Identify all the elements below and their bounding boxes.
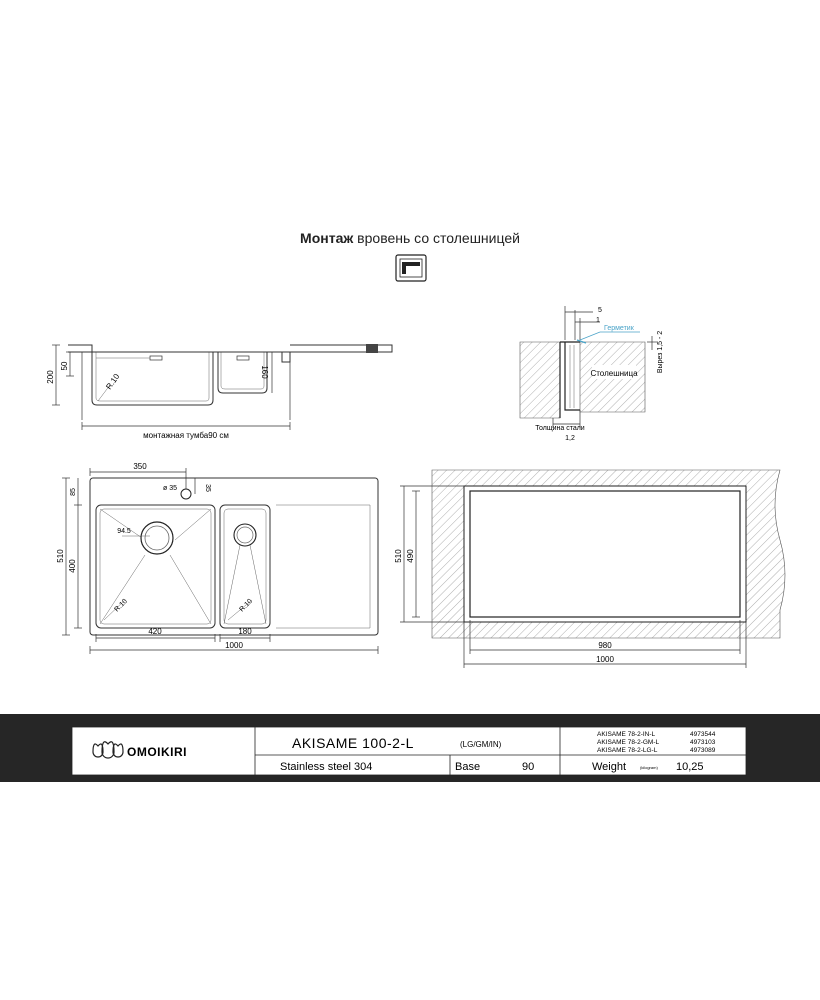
mount-detail — [520, 306, 664, 442]
drainboard-profile — [267, 352, 290, 362]
dim-side-50: 50 — [60, 361, 69, 371]
edge-marker — [366, 344, 378, 353]
weight-value: 10,25 — [676, 761, 704, 773]
dim-top-400: 400 — [68, 559, 77, 573]
footer-panel — [0, 714, 820, 782]
weight-unit: (kilogram) — [640, 765, 658, 770]
countertop-section-left — [520, 342, 560, 418]
small-bowl-profile — [218, 352, 267, 393]
dim-top-1000: 1000 — [225, 641, 243, 650]
sealant-label: Герметик — [604, 325, 634, 332]
cutout-opening — [464, 486, 746, 622]
material: Stainless steel 304 — [280, 761, 373, 773]
cabinet-label-value: 90 — [208, 431, 218, 440]
dim-cutout-490: 490 — [406, 549, 415, 563]
tap-hole-dim: ø 35 — [162, 485, 178, 492]
dim-side-200: 200 — [46, 370, 55, 384]
dim-top-420: 420 — [148, 627, 162, 636]
dim-detail-5: 5 — [598, 307, 602, 314]
weight-label: Weight — [592, 761, 627, 773]
dim-detail-1: 1 — [596, 317, 600, 324]
big-drain — [141, 522, 173, 554]
article-code: 4973089 — [690, 747, 716, 754]
sink-outline — [90, 478, 378, 635]
article-name: AKISAME 78-2-GM-L — [597, 739, 660, 746]
dim-cutout-510: 510 — [394, 549, 403, 563]
dim-top-35: 35 — [204, 484, 211, 492]
tap-hole — [181, 489, 191, 499]
model-variants: (LG/GM/IN) — [460, 740, 502, 749]
dim-side-160: 160 — [260, 365, 269, 379]
title-bold: Монтаж — [300, 230, 354, 246]
overflow-slot-big — [150, 356, 162, 360]
cabinet-label-text: монтажная тумба — [143, 431, 209, 440]
dim-cutout-1000: 1000 — [596, 655, 614, 664]
cabinet-label — [143, 431, 229, 440]
countertop-left — [68, 345, 92, 352]
brand-name: OMOIKIRI — [127, 745, 187, 759]
dim-top-350: 350 — [133, 462, 147, 471]
side-view — [46, 344, 392, 440]
drain-diameter: 94.5 — [117, 528, 131, 535]
steel-thickness-value: 1,2 — [565, 435, 575, 442]
side-radius-label: R.10 — [104, 372, 122, 392]
top-view — [56, 462, 378, 654]
dim-top-510: 510 — [56, 549, 65, 563]
article-code: 4973544 — [690, 731, 716, 738]
big-bowl-radius: R.10 — [113, 598, 129, 614]
model-name: AKISAME 100-2-L — [292, 735, 414, 751]
cutout-view — [394, 470, 785, 668]
dim-cutout-980: 980 — [598, 641, 612, 650]
title-rest: вровень со столешницей — [353, 230, 520, 246]
base-label: Base — [455, 761, 481, 773]
base-value: 90 — [522, 761, 535, 773]
article-name: AKISAME 78-2-IN-L — [597, 731, 656, 738]
sink-edge-profile — [565, 342, 580, 410]
article-code: 4973103 — [690, 739, 716, 746]
overflow-slot-small — [237, 356, 249, 360]
small-bowl-radius: R.10 — [238, 598, 254, 614]
dim-top-85: 85 — [70, 488, 77, 496]
cabinet-label-unit: см — [217, 431, 229, 440]
dim-top-180: 180 — [238, 627, 252, 636]
page-title — [300, 230, 520, 246]
steel-thickness-label: Толщина стали — [535, 425, 585, 432]
countertop-label: Столешница — [590, 369, 638, 378]
article-name: AKISAME 78-2-LG-L — [597, 747, 658, 754]
cut-depth-label: Вырез 1,5 - 2 — [657, 330, 664, 374]
mount-flush-icon — [396, 255, 426, 281]
